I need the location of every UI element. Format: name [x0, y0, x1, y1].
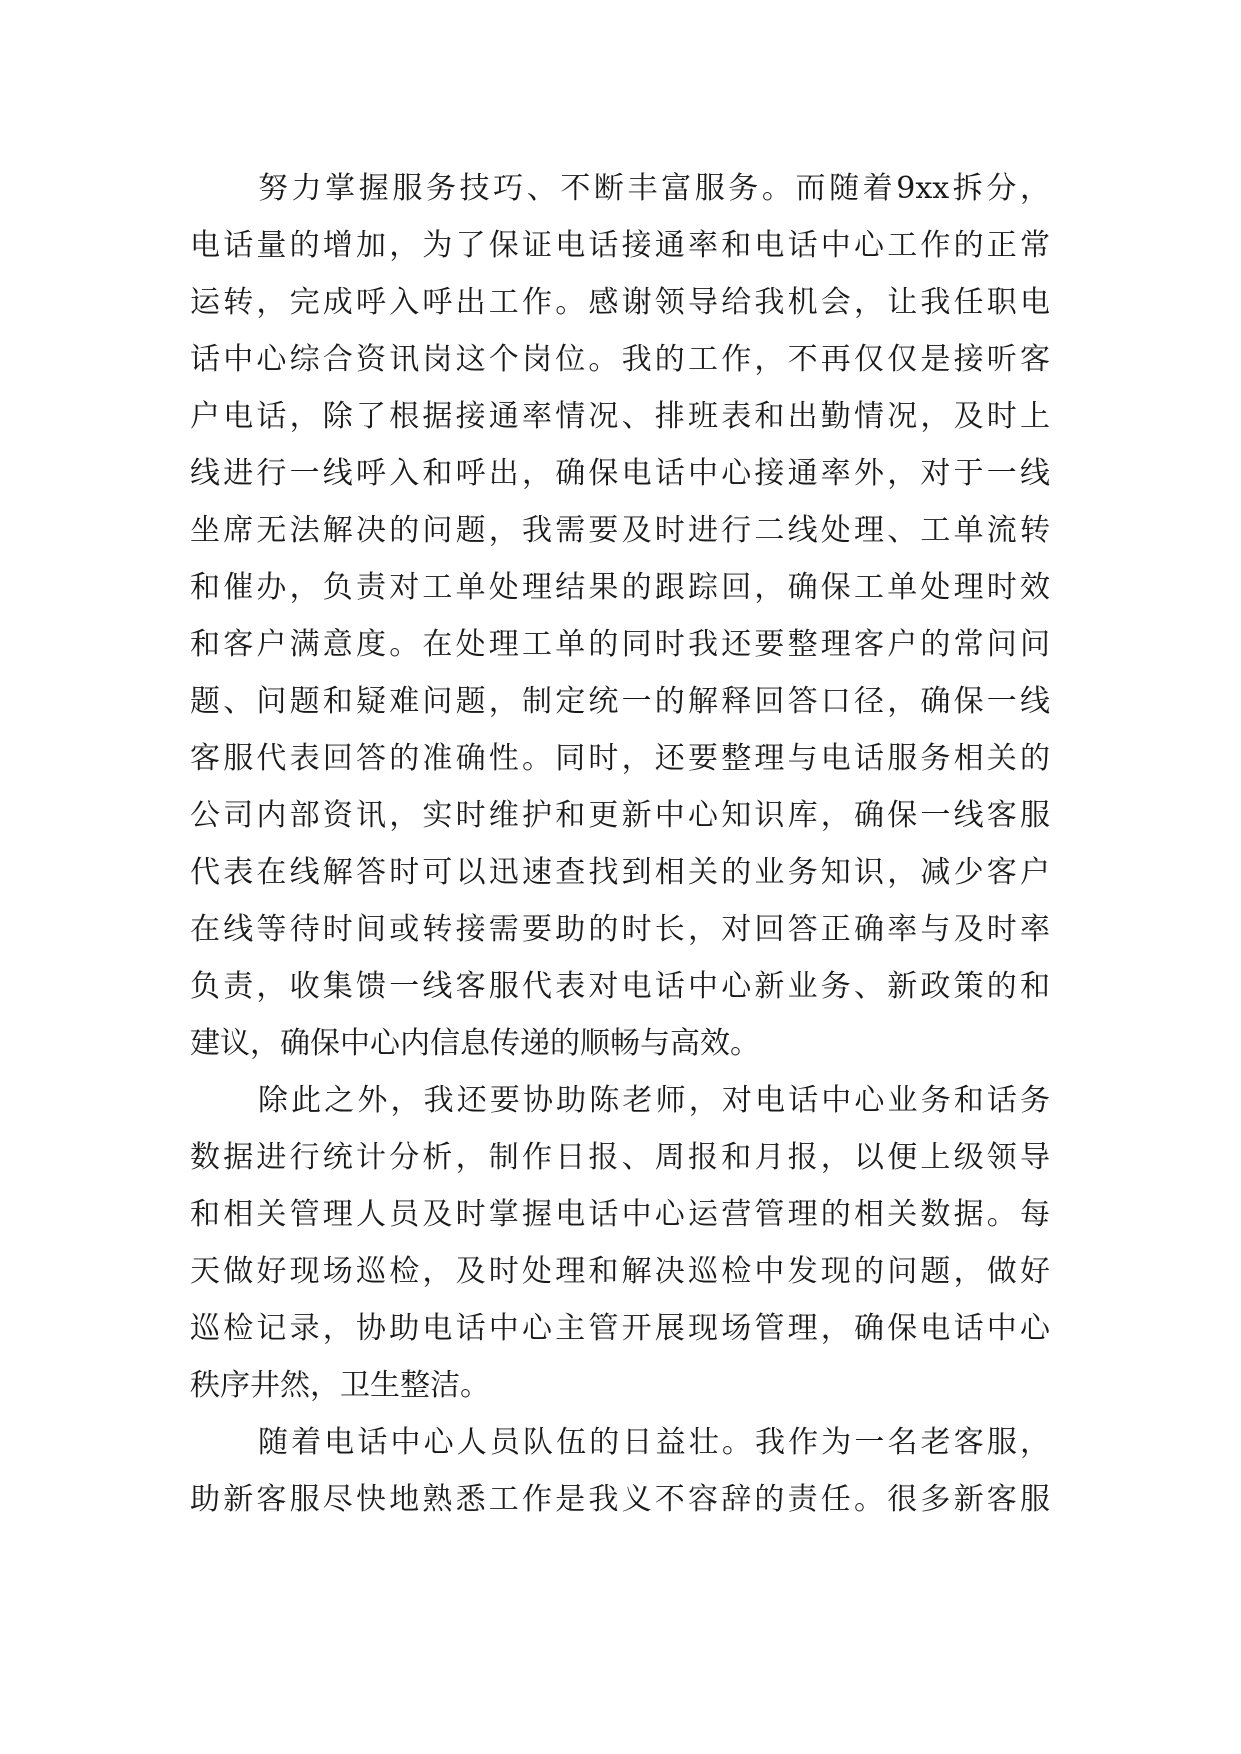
- text-line: 巡检记录，协助电话中心主管开展现场管理，确保电话中心: [190, 1311, 1050, 1346]
- text-line: 客服代表回答的准确性。同时，还要整理与电话服务相关的: [190, 741, 1050, 776]
- text-line: 秩序井然，卫生整洁。: [190, 1368, 490, 1403]
- text-line: 除此之外，我还要协助陈老师，对电话中心业务和话务: [258, 1083, 1050, 1118]
- paragraph-3: [190, 1414, 1050, 1528]
- text-line: 线进行一线呼入和呼出，确保电话中心接通率外，对于一线: [190, 456, 1050, 491]
- text-line: 和客户满意度。在处理工单的同时我还要整理客户的常问问: [190, 627, 1050, 662]
- text-line: 运转，完成呼入呼出工作。感谢领导给我机会，让我任职电: [190, 285, 1050, 320]
- paragraph-1: [190, 160, 1050, 1072]
- text-line: 话中心综合资讯岗这个岗位。我的工作，不再仅仅是接听客: [190, 342, 1050, 377]
- document-body: [190, 160, 1050, 1528]
- text-line: 题、问题和疑难问题，制定统一的解释回答口径，确保一线: [190, 684, 1050, 719]
- text-line: 电话量的增加，为了保证电话接通率和电话中心工作的正常: [190, 228, 1050, 263]
- text-line: 负责，收集馈一线客服代表对电话中心新业务、新政策的和: [190, 969, 1050, 1004]
- text-line: 坐席无法解决的问题，我需要及时进行二线处理、工单流转: [190, 513, 1050, 548]
- text-line: 努力掌握服务技巧、不断丰富服务。而随着9xx拆分，: [258, 171, 1050, 206]
- text-line: 公司内部资讯，实时维护和更新中心知识库，确保一线客服: [190, 798, 1050, 833]
- text-line: 天做好现场巡检，及时处理和解决巡检中发现的问题，做好: [190, 1254, 1050, 1289]
- paragraph-2: [190, 1072, 1050, 1414]
- text-line: 建议，确保中心内信息传递的顺畅与高效。: [190, 1026, 760, 1061]
- text-line: 在线等待时间或转接需要助的时长，对回答正确率与及时率: [190, 912, 1050, 947]
- text-line: 随着电话中心人员队伍的日益壮。我作为一名老客服，: [258, 1425, 1050, 1460]
- text-line: 代表在线解答时可以迅速查找到相关的业务知识，减少客户: [190, 855, 1050, 890]
- text-line: 和相关管理人员及时掌握电话中心运营管理的相关数据。每: [190, 1197, 1050, 1232]
- text-line: 数据进行统计分析，制作日报、周报和月报，以便上级领导: [190, 1140, 1050, 1175]
- text-line: 户电话，除了根据接通率情况、排班表和出勤情况，及时上: [190, 399, 1050, 434]
- text-line: 和催办，负责对工单处理结果的跟踪回，确保工单处理时效: [190, 570, 1050, 605]
- text-line: 助新客服尽快地熟悉工作是我义不容辞的责任。很多新客服: [190, 1482, 1050, 1517]
